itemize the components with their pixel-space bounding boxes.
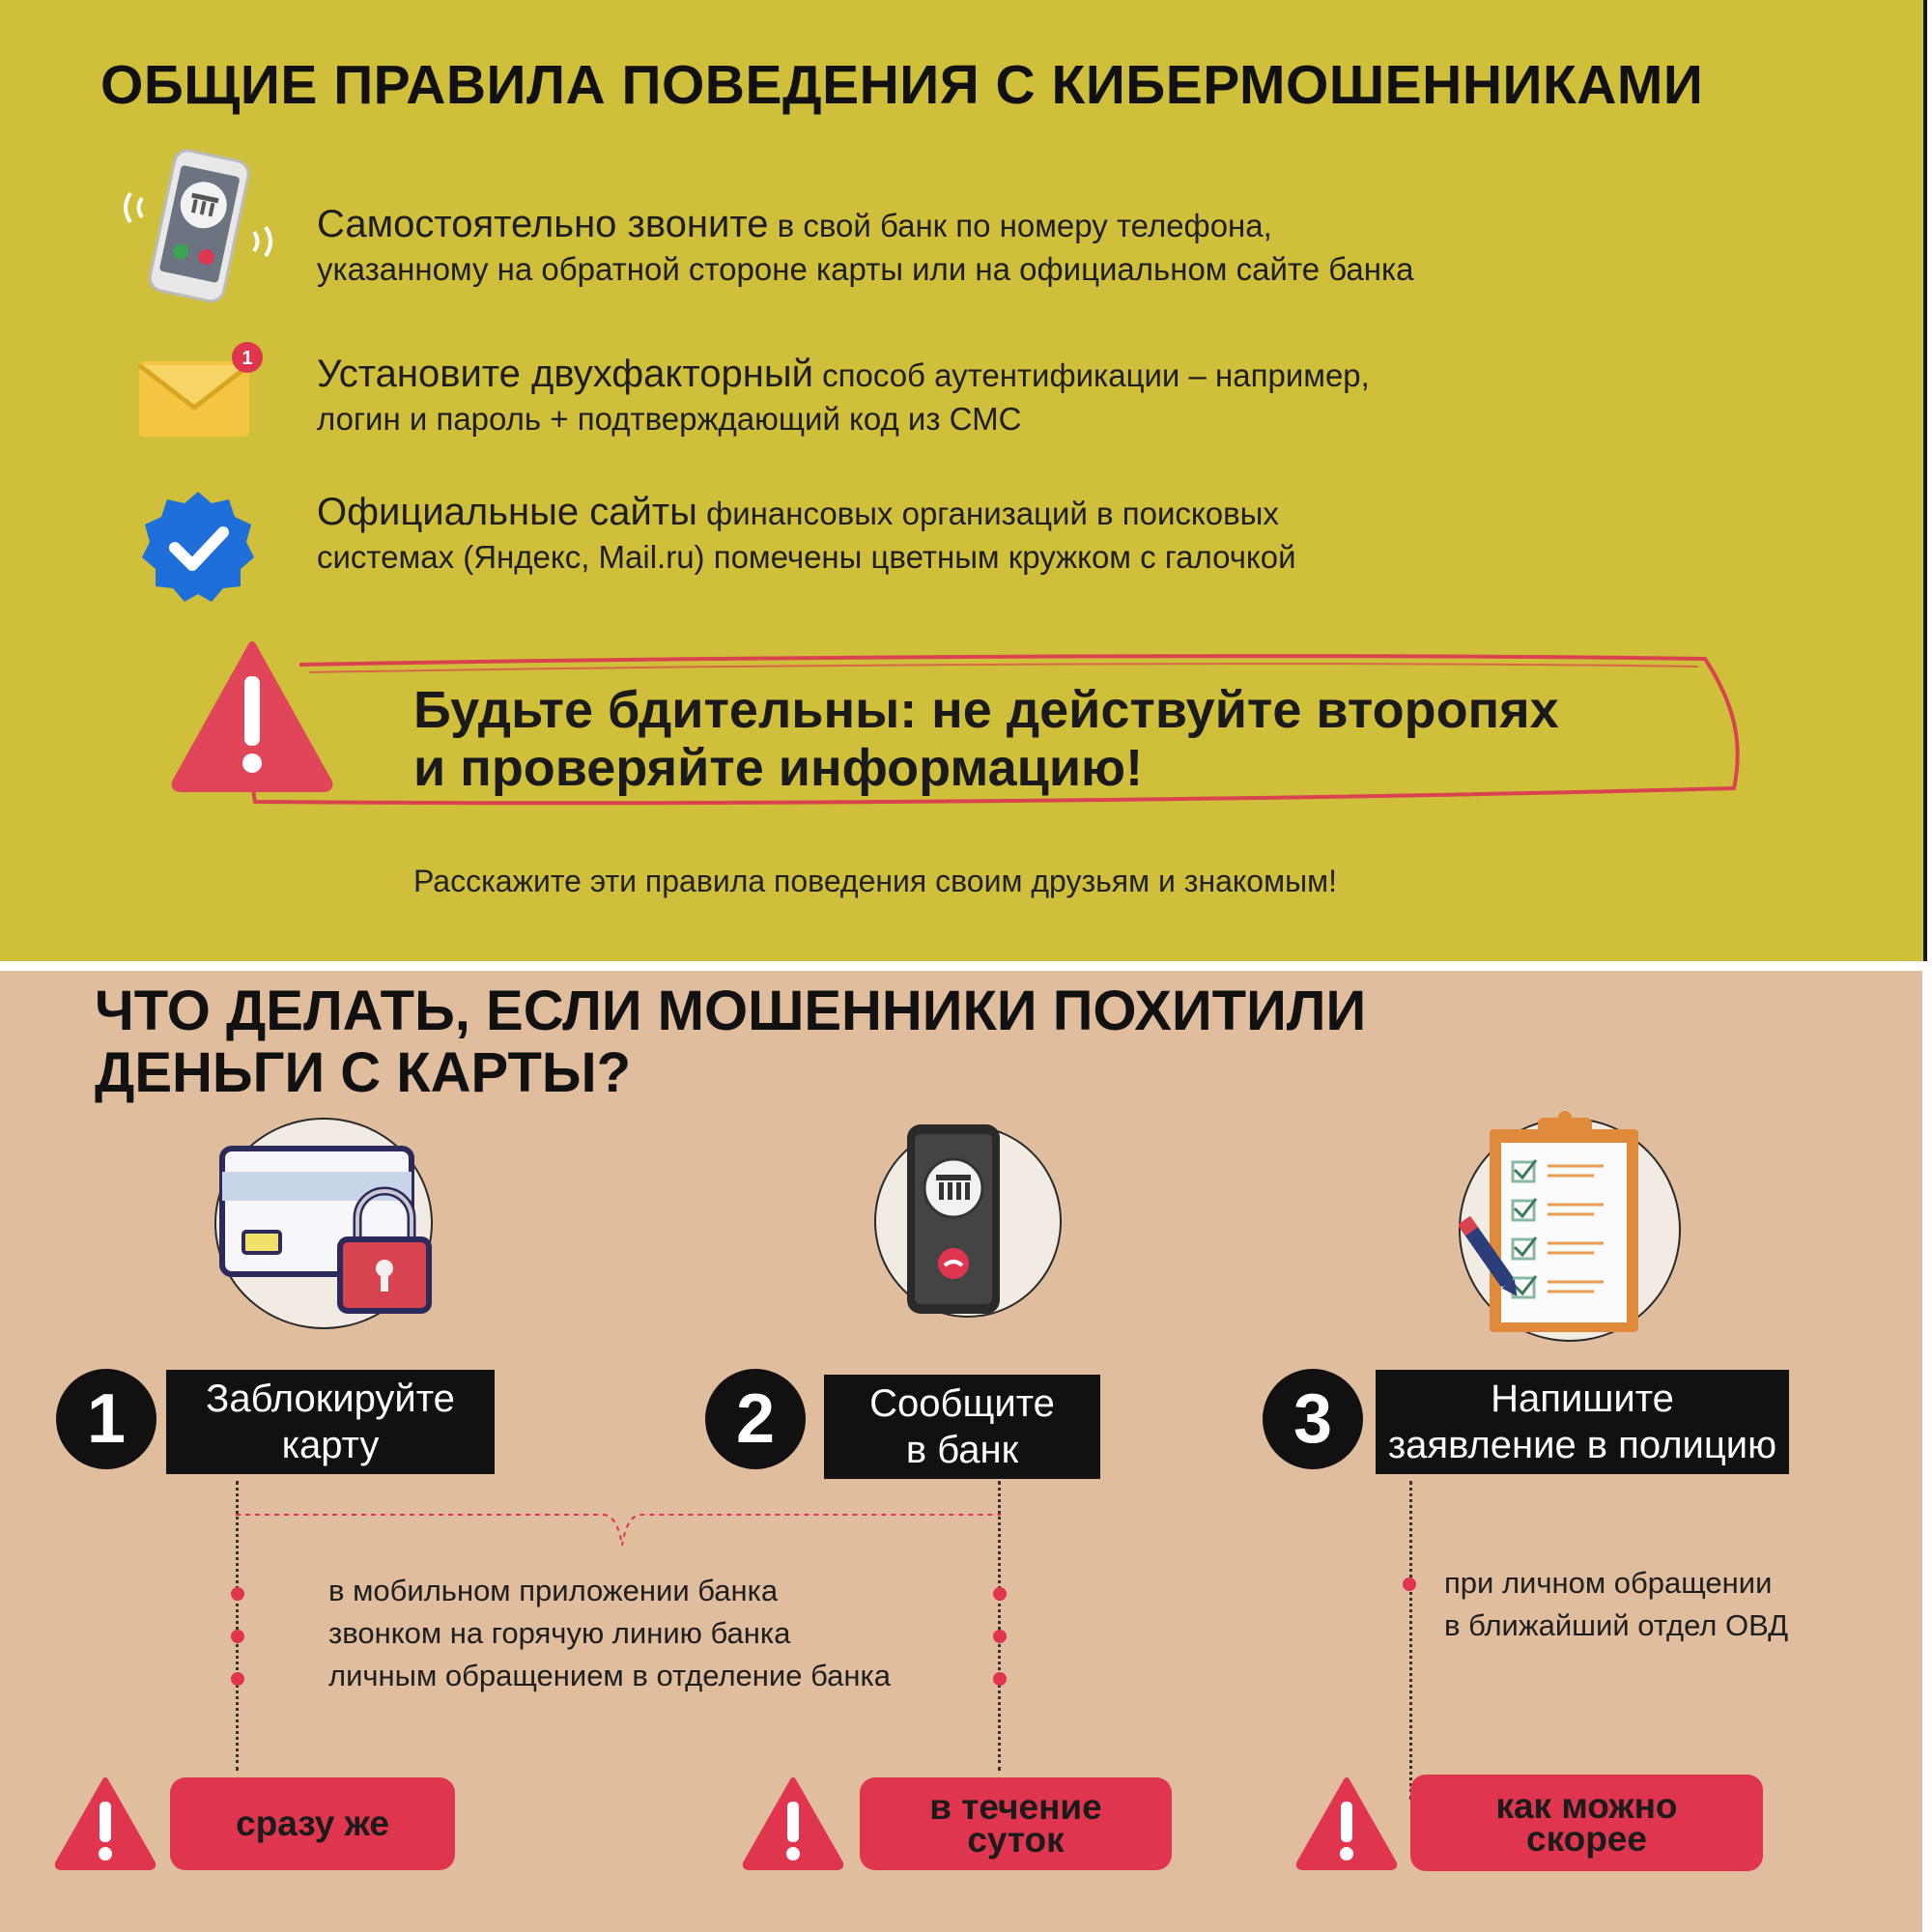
step-label-line: Заблокируйте	[206, 1378, 455, 1420]
bullet-dot	[993, 1587, 1007, 1601]
police-method	[1444, 1562, 1788, 1647]
bullet-dot	[993, 1630, 1007, 1643]
rule-text: в свой банк по номеру телефона,	[768, 208, 1272, 243]
step-label-block-card	[166, 1370, 495, 1474]
bank-contact-methods	[328, 1570, 891, 1697]
title-line: ЧТО ДЕЛАТЬ, ЕСЛИ МОШЕННИКИ ПОХИТИЛИ	[95, 980, 1367, 1042]
deadline-immediately	[170, 1777, 455, 1870]
bullet-dot	[231, 1587, 244, 1601]
deadline-text: суток	[967, 1820, 1065, 1860]
deadline-asap	[1410, 1775, 1763, 1871]
alert-line: Будьте бдительны: не действуйте второпях	[413, 681, 1559, 739]
steps-title	[95, 980, 1366, 1104]
deadline-text: скорее	[1526, 1819, 1647, 1859]
rule-text: логин и пароль + подтверждающий код из СМС	[317, 401, 1022, 437]
step-label-line: в банк	[905, 1429, 1019, 1471]
method-item: звонком на горячую линию банка	[328, 1616, 791, 1650]
deadline-text: в течение	[929, 1787, 1102, 1827]
method-item: при личном обращении	[1444, 1566, 1773, 1600]
warning-icon	[170, 638, 334, 792]
rule-text: способ аутентификации – например,	[812, 357, 1370, 393]
share-footer: Расскажите эти правила поведения своим друзьям и знакомым!	[413, 864, 1337, 898]
step-number: 3	[1263, 1369, 1363, 1469]
bracket-connector	[236, 1507, 1001, 1565]
rule-text: указанному на обратной стороне карты или на официальном сайте банка	[317, 251, 1414, 287]
method-item: в мобильном приложении банка	[328, 1574, 779, 1607]
rule-call-bank	[317, 203, 1413, 291]
connector-line	[1409, 1481, 1412, 1800]
bullet-dot	[231, 1672, 244, 1686]
rule-official-sites	[317, 491, 1296, 579]
bullet-dot	[1403, 1577, 1416, 1591]
step-number: 1	[56, 1369, 156, 1469]
rule-lead: Официальные сайты	[317, 491, 697, 533]
warning-icon	[741, 1775, 845, 1871]
title-line: ДЕНЬГИ С КАРТЫ?	[95, 1041, 632, 1104]
step-label-police	[1376, 1370, 1789, 1474]
method-item: личным обращением в отделение банка	[328, 1659, 891, 1692]
theft-steps-panel	[0, 971, 1922, 1932]
verified-check-icon	[135, 488, 261, 609]
bullet-dot	[231, 1630, 244, 1643]
deadline-text: как можно	[1495, 1786, 1678, 1826]
step-label-notify-bank	[824, 1375, 1100, 1479]
warning-icon	[1294, 1775, 1399, 1871]
bullet-dot	[993, 1672, 1007, 1686]
step-number: 2	[705, 1369, 806, 1469]
card-lock-icon	[214, 1135, 446, 1328]
warning-icon	[53, 1775, 157, 1871]
step-label-line: карту	[281, 1424, 380, 1466]
rule-two-factor	[317, 353, 1370, 440]
alert-message	[413, 681, 1559, 797]
rule-text: системах (Яндекс, Mail.ru) помечены цветным кружком с галочкой	[317, 539, 1296, 575]
phone-bank-icon	[121, 145, 280, 309]
rules-panel	[0, 0, 1927, 961]
deadline-within-day	[860, 1777, 1172, 1870]
panel-edge-divider	[1923, 0, 1927, 961]
method-item: в ближайший отдел ОВД	[1444, 1608, 1789, 1642]
alert-line: и проверяйте информацию!	[413, 739, 1144, 797]
rule-text: финансовых организаций в поисковых	[696, 496, 1279, 531]
step-label-line: заявление в полицию	[1387, 1424, 1777, 1466]
envelope-icon	[135, 340, 270, 441]
phone-bank-icon	[903, 1121, 1009, 1319]
rules-title: ОБЩИЕ ПРАВИЛА ПОВЕДЕНИЯ С КИБЕРМОШЕННИКАМИ	[100, 54, 1704, 116]
deadline-text: сразу же	[236, 1804, 389, 1843]
step-label-line: Напишите	[1491, 1378, 1674, 1420]
rule-lead: Установите двухфакторный	[317, 353, 813, 395]
rule-lead: Самостоятельно звоните	[317, 203, 769, 245]
step-label-line: Сообщите	[869, 1382, 1055, 1425]
clipboard-checklist-icon	[1459, 1106, 1652, 1338]
notification-badge: 1	[242, 348, 253, 369]
